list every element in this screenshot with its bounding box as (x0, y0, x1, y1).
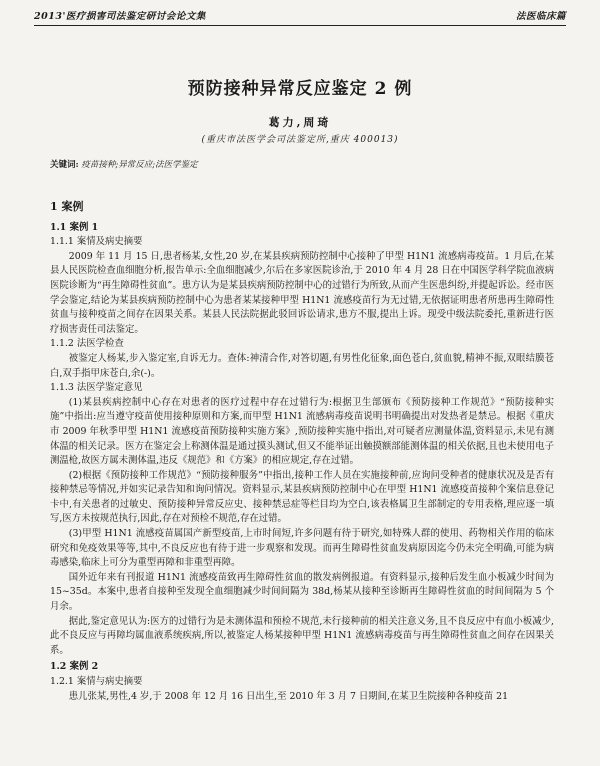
subsubsection-heading: 1.2.1 案情与病史摘要 (50, 676, 143, 687)
paragraph: 2009 年 11 月 15 日,患者杨某,女性,20 岁,在某县疾病预防控制中心接种了甲型 H1N1 流感病毒疫苗。1 月后,在某县人民医院检查血细胞分析,报告单示:全血细胞减少,尔后在多家医院诊治,于 2010 年 4 月 28 日在中国医学科学院血液病医院诊断为“再生障碍性贫血”。患方认为是某县疾病预防控制中心的过错行为所致,从而产生医患纠纷,并提起诉讼。经市医学会鉴定,结论为某县疾病预防控制中心为患者某某接种甲型 H1N1 流感疫苗行为无过错,无依据证明患者所患再生障碍性贫血与接种疫苗之间存在因果关系。某县人民法院据此驳回诉讼请求,患方不服,提出上诉。现受中级法院委托,重新进行医疗损害责任司法鉴定。 (50, 250, 554, 335)
keywords-text: 疫苗接种;异常反应;法医学鉴定 (81, 160, 198, 170)
paragraph: (3)甲型 H1N1 流感疫苗属国产新型疫苗,上市时间短,许多问题有待于研究,如特殊人群的使用、药物相关作用的临床研究和免疫效果等等,其中,不良反应也有待于进一步观察和发现。而再生障碍性贫血发病原因迄今仍未完全明确,可能为病毒感染,临床上可分为重型再障和非重型再障。 (50, 528, 554, 569)
subsection-heading: 1.1 案例 1 (50, 221, 99, 233)
running-header (34, 8, 566, 26)
section-heading: 1 案例 (50, 200, 84, 213)
article-title: 预防接种异常反应鉴定 2 例 (187, 79, 413, 99)
section-name: 法医临床篇 (515, 11, 566, 22)
journal-name: 2013'医疗损害司法鉴定研讨会论文集 (34, 11, 206, 22)
paragraph: (1)某县疾病控制中心存在对患者的医疗过程中存在过错行为:根据卫生部颁布《预防接种工作规范》“预防接种实施”中指出:应当遵守疫苗使用接种原则和方案,而甲型 H1N1 流感病毒疫苗说明书明确提出对发热者是禁忌。根据《重庆市 2009 年秋季甲型 H1N1 流感疫苗预防接种实施方案》,预防接种实施中指出,对可疑者应测量体温,资料显示,未见有测体温的相关记录。医方在鉴定会上称测体温是通过摸头测试,但又不能举证出触摸额部能测体温的相关依据,且也未使用电子测温枪,故医方属未测体温,违反《规范》和《方案》的相应规定,存在过错。 (50, 396, 554, 467)
keywords-line (50, 158, 554, 170)
paragraph: 患儿张某,男性,4 岁,于 2008 年 12 月 16 日出生,至 2010 年 3 月 7 日期间,在某卫生院接种各种疫苗 21 (68, 690, 509, 702)
subsubsection-heading: 1.1.2 法医学检查 (50, 338, 124, 350)
paragraph: (2)根据《预防接种工作规范》“预防接种服务”中指出,接种工作人员在实施接种前,应询问受种者的健康状况及是否有接种禁忌等情况,并如实记录告知和询问情况。资料显示,某县疾病预防控制中心在甲型 H1N1 流感疫苗接种个案信息登记卡中,有关患者的过敏史、预防接种异常反应史、接种禁忌症等栏目均为空白,该表格属卫生部制定的专用表格,理应逐一填写,医方未按规范执行,因此,存在对预检不规范,存在过错。 (50, 469, 554, 525)
subsubsection-heading: 1.1.3 法医学鉴定意见 (50, 382, 143, 394)
article-body (50, 196, 554, 704)
paragraph: 据此,鉴定意见认为:医方的过错行为是未测体温和预检不规范,未行接种前的相关注意义务,且不良反应中有血小板减少,此不良反应与再障均属血液系统疾病,所以,被鉴定人杨某接种甲型 H1N1 流感病毒疫苗与再生障碍性贫血之间存在因果关系。 (50, 615, 554, 656)
keywords-label: 关键词: (50, 160, 79, 170)
subsubsection-heading: 1.1.1 案情及病史摘要 (50, 236, 143, 248)
article-authors: 葛力,周琦 (268, 116, 332, 129)
subsection-heading: 1.2 案例 2 (50, 661, 99, 673)
paragraph: 被鉴定人杨某,步入鉴定室,自诉无力。查体:神清合作,对答切题,有男性化征象,面色苍白,贫血貌,精神不振,双眼结膜苍白,双手指甲床苍白,余(-)。 (50, 352, 554, 379)
article-affiliation: (重庆市法医学会司法鉴定所,重庆 400013) (201, 135, 399, 145)
paragraph: 国外近年来有刊报道 H1N1 流感疫苗致再生障碍性贫血的散发病例报道。有资料显示,接种后发生血小板减少时间为 15~35d。本案中,患者自接种至发现全血细胞减少时间间隔为 38d,杨某从接种至诊断再生障碍性贫血的时间间隔为 5 个月余。 (50, 571, 554, 613)
